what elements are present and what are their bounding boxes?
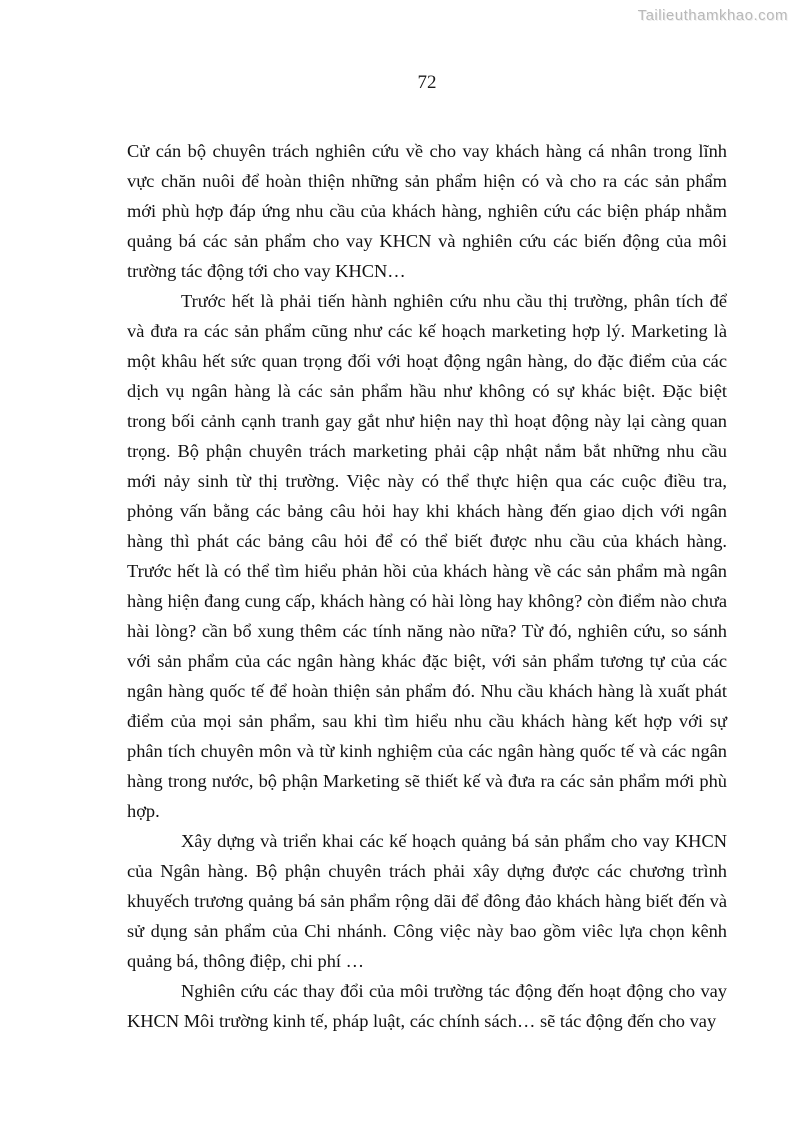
paragraph-1: Cử cán bộ chuyên trách nghiên cứu về cho vay khách hàng cá nhân trong lĩnh vực chăn nuôi để hoàn thiện những sản phẩm hiện có và cho ra các sản phẩm mới phù hợp đáp ứng nhu cầu của khách hàng, nghiên cứu các biện pháp nhằm quảng bá các sản phẩm cho vay KHCN và nghiên cứu các biến động của môi trường tác động tới cho vay KHCN… bbox=[127, 141, 727, 281]
watermark-text: Tailieuthamkhao.com bbox=[637, 7, 788, 24]
paragraph-2: Trước hết là phải tiến hành nghiên cứu nhu cầu thị trường, phân tích để và đưa ra các sản phẩm cũng như các kế hoạch marketing hợp lý. Marketing là một khâu hết sức quan trọng đối với hoạt động ngân hàng, do đặc điểm của các dịch vụ ngân hàng là các sản phẩm hầu như không có sự khác biệt. Đặc biệt trong bối cảnh cạnh tranh gay gắt như hiện nay thì hoạt động này lại càng quan trọng. Bộ phận chuyên trách marketing phải cập nhật nắm bắt những nhu cầu mới nảy sinh từ thị trường. Việc này có thể thực hiện qua các cuộc điều tra, phỏng vấn bằng các bảng câu hỏi hay khi khách hàng đến giao dịch với ngân hàng thì phát các bảng câu hỏi để có thể biết được nhu cầu của khách hàng. Trước hết là có thể tìm hiểu phản hồi của khách hàng về các sản phẩm mà ngân hàng hiện đang cung cấp, khách hàng có hài lòng hay không? còn điểm nào chưa hài lòng? cần bổ xung thêm các tính năng nào nữa? Từ đó, nghiên cứu, so sánh với sản phẩm của các ngân hàng khác đặc biệt, với sản phẩm tương tự của các ngân hàng quốc tế để hoàn thiện sản phẩm đó. Nhu cầu khách hàng là xuất phát điểm của mọi sản phẩm, sau khi tìm hiểu nhu cầu khách hàng kết hợp với sự phân tích chuyên môn và từ kinh nghiệm của các ngân hàng quốc tế và các ngân hàng trong nước, bộ phận Marketing sẽ thiết kế và đưa ra các sản phẩm mới phù hợp. bbox=[127, 291, 727, 821]
paragraph-4: Nghiên cứu các thay đổi của môi trường tác động đến hoạt động cho vay KHCN Môi trường kinh tế, pháp luật, các chính sách… sẽ tác động đến cho vay bbox=[127, 981, 727, 1031]
page-number: 72 bbox=[417, 72, 437, 93]
paragraph-3: Xây dựng và triển khai các kế hoạch quảng bá sản phẩm cho vay KHCN của Ngân hàng. Bộ phận chuyên trách phải xây dựng được các chương trình khuyếch trương quảng bá sản phẩm rộng dãi để đông đảo khách hàng biết đến và sử dụng sản phẩm của Chi nhánh. Công việc này bao gồm viêc lựa chọn kênh quảng bá, thông điệp, chi phí … bbox=[127, 831, 727, 971]
body-text bbox=[127, 136, 727, 1036]
